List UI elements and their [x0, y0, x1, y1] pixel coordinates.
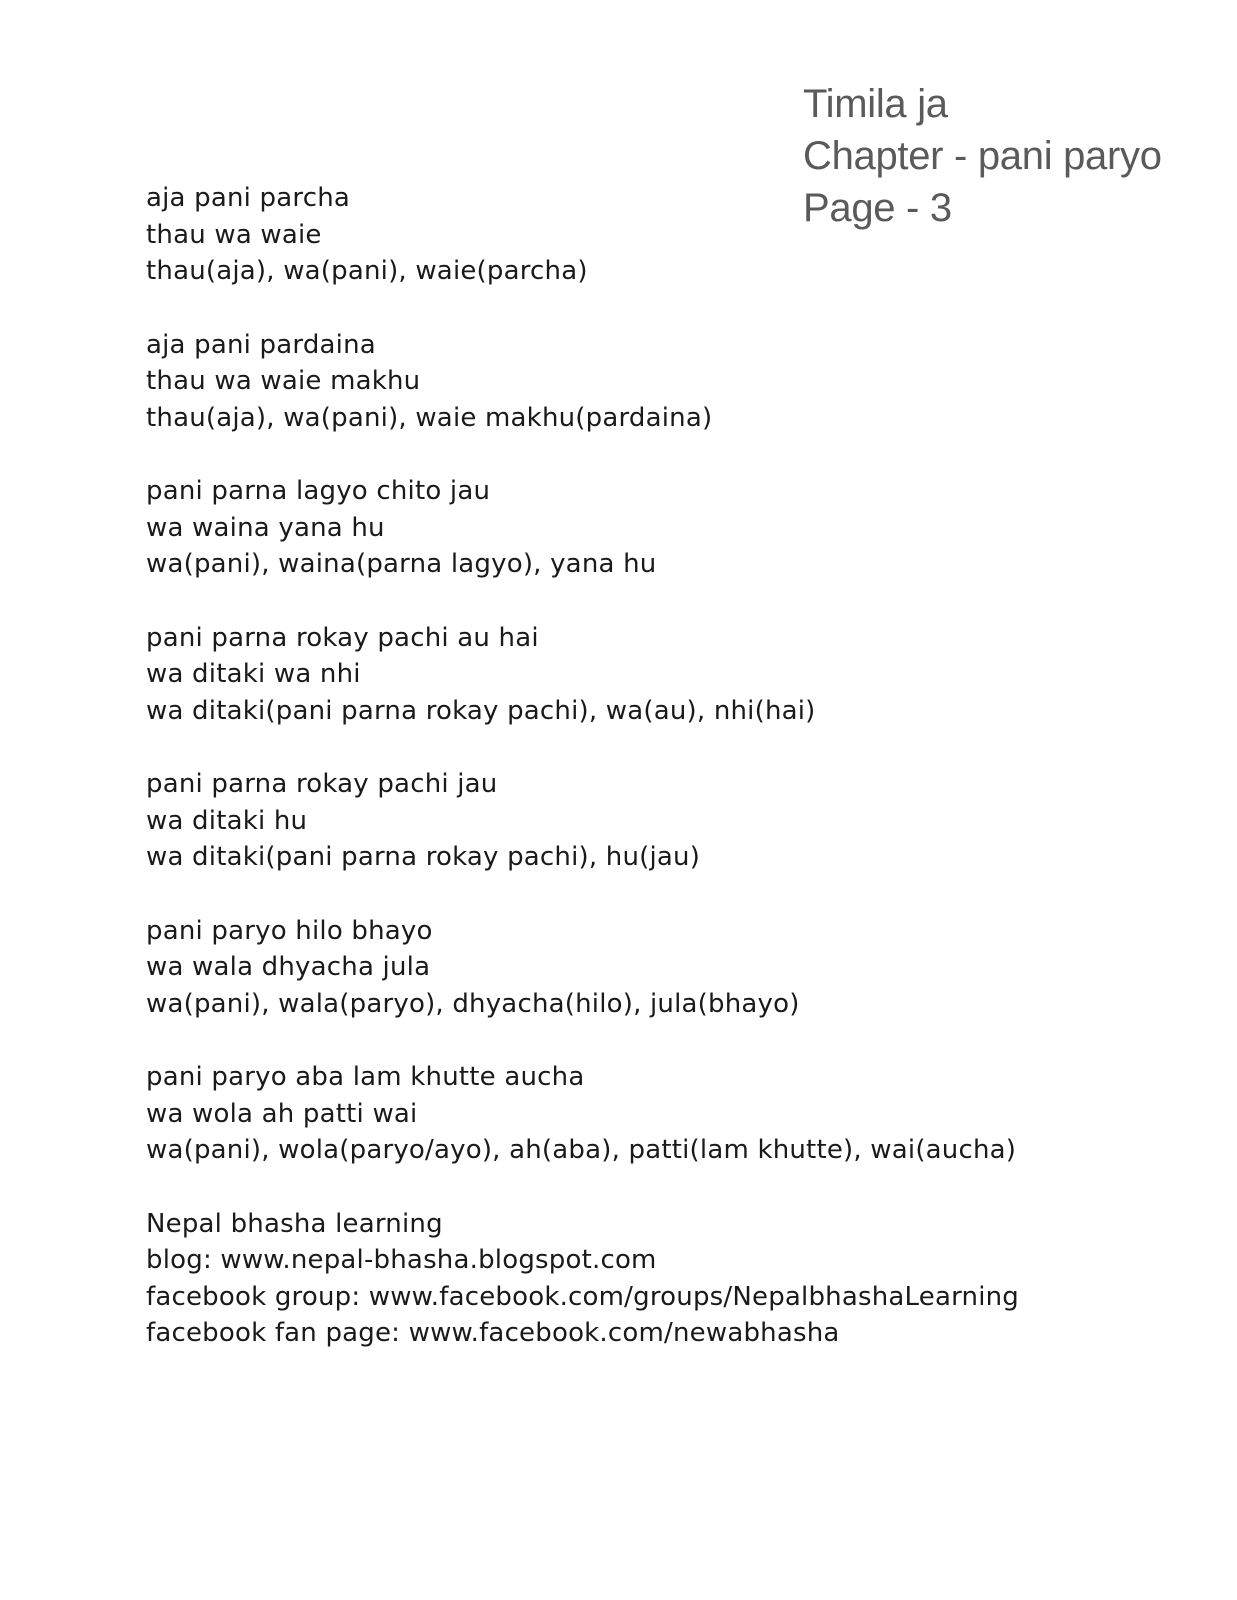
- word-breakdown: wa(pani), wala(paryo), dhyacha(hilo), jula(bhayo): [146, 988, 800, 1019]
- phrase-block: [146, 766, 1206, 876]
- lesson-content: [146, 180, 1206, 1389]
- word-breakdown: thau(aja), wa(pani), waie makhu(pardaina): [146, 402, 713, 433]
- word-breakdown: thau(aja), wa(pani), waie(parcha): [146, 256, 588, 286]
- word-breakdown: wa(pani), waina(parna lagyo), yana hu: [146, 549, 657, 579]
- footer-credits: [146, 1206, 1206, 1352]
- nepali-phrase: pani parna rokay pachi au hai: [146, 622, 539, 653]
- phrase-block: [146, 327, 1206, 437]
- page-number: Page - 3: [803, 186, 952, 230]
- facebook-group-link: facebook group: www.facebook.com/groups/NepalbhashaLearning: [146, 1281, 1019, 1312]
- nepali-phrase: aja pani parcha: [146, 183, 351, 213]
- facebook-fan-page-link: facebook fan page: www.facebook.com/newabhasha: [146, 1318, 840, 1348]
- phrase-block: [146, 180, 1206, 290]
- book-title: Timila ja: [803, 82, 948, 126]
- chapter-title: Chapter - pani paryo: [803, 134, 1162, 178]
- newari-translation: thau wa waie: [146, 219, 322, 250]
- nepali-phrase: pani parna lagyo chito jau: [146, 476, 491, 506]
- footer-title: Nepal bhasha learning: [146, 1208, 443, 1239]
- phrase-block: [146, 913, 1206, 1023]
- newari-translation: wa wola ah patti wai: [146, 1098, 418, 1129]
- nepali-phrase: pani paryo hilo bhayo: [146, 915, 433, 946]
- nepali-phrase: pani paryo aba lam khutte aucha: [146, 1062, 585, 1092]
- newari-translation: thau wa waie makhu: [146, 366, 421, 396]
- nepali-phrase: pani parna rokay pachi jau: [146, 769, 498, 799]
- newari-translation: wa wala dhyacha jula: [146, 952, 431, 982]
- word-breakdown: wa ditaki(pani parna rokay pachi), wa(au), nhi(hai): [146, 695, 816, 726]
- blog-link: blog: www.nepal-bhasha.blogspot.com: [146, 1245, 657, 1275]
- word-breakdown: wa ditaki(pani parna rokay pachi), hu(jau): [146, 842, 701, 872]
- phrase-block: [146, 473, 1206, 583]
- phrase-block: [146, 1059, 1206, 1169]
- newari-translation: wa ditaki wa nhi: [146, 659, 361, 689]
- newari-translation: wa ditaki hu: [146, 805, 308, 836]
- nepali-phrase: aja pani pardaina: [146, 329, 376, 360]
- newari-translation: wa waina yana hu: [146, 512, 385, 543]
- phrase-block: [146, 620, 1206, 730]
- word-breakdown: wa(pani), wola(paryo/ayo), ah(aba), patti(lam khutte), wai(aucha): [146, 1135, 1017, 1165]
